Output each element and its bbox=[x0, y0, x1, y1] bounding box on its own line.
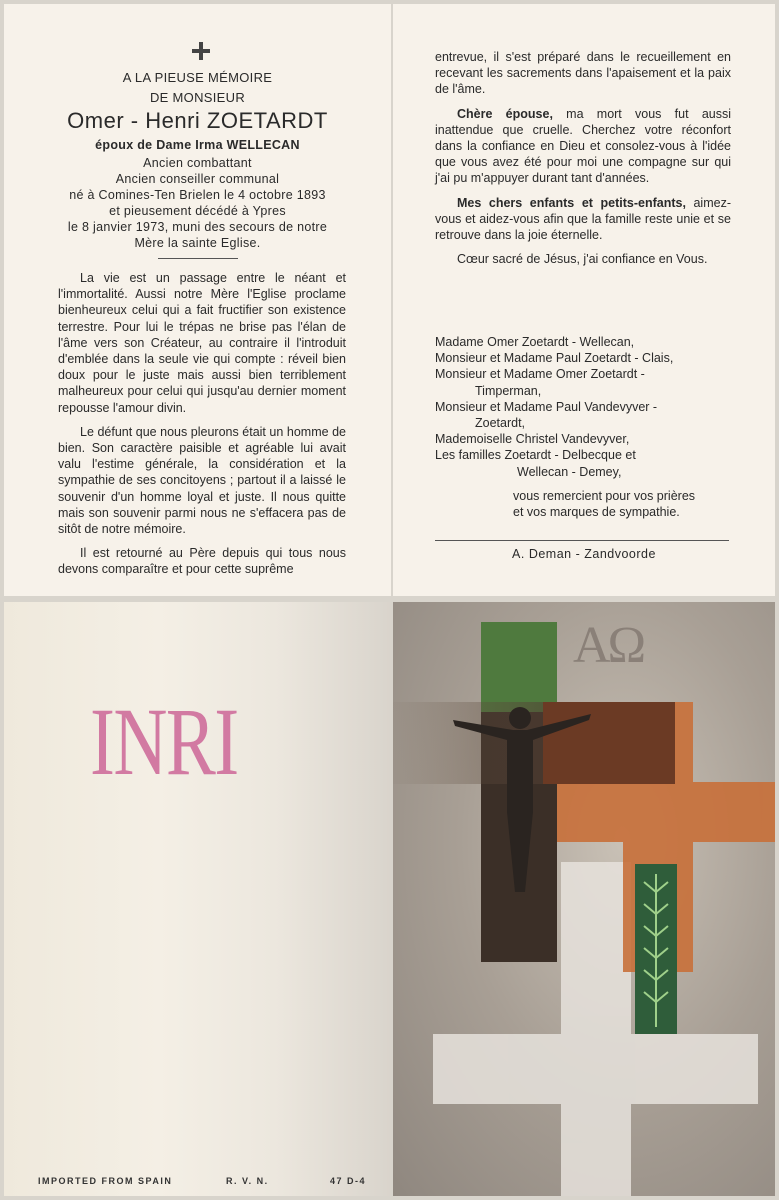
obituary-paragraph-3: Il est retourné au Père depuis qui tous nous devons comparaître et pour cette suprême bbox=[58, 546, 346, 577]
memorial-card-cover-right bbox=[393, 602, 775, 1196]
farewell-paragraph-3-lead: Mes chers enfants et petits-enfants, bbox=[457, 195, 686, 210]
farewell-paragraph-2 bbox=[435, 106, 731, 187]
divider bbox=[435, 540, 729, 541]
family-line: Madame Omer Zoetardt - Wellecan, bbox=[435, 335, 635, 349]
printer-credit: A. Deman - Zandvoorde bbox=[512, 547, 656, 561]
farewell-paragraph-3-body: aimez-vous et aidez-vous afin que la famille reste unie et se retrouve dans la joie éternelle. bbox=[435, 195, 731, 243]
family-line: Zoetardt, bbox=[475, 416, 526, 431]
family-line: Mademoiselle Christel Vandevyver, bbox=[435, 432, 630, 447]
birth-line-1: né à Comines-Ten Brielen le 4 octobre 1893 bbox=[69, 188, 326, 202]
memorial-card-cover-left bbox=[4, 602, 391, 1196]
birth-line-4: Mère la sainte Eglise. bbox=[134, 236, 261, 250]
memorial-subheading: DE MONSIEUR bbox=[149, 90, 246, 105]
farewell-prayer: Cœur sacré de Jésus, j'ai confiance en Vous. bbox=[457, 252, 708, 267]
birth-line-2: et pieusement décédé à Ypres bbox=[109, 204, 286, 218]
inri-inscription: INRI bbox=[90, 688, 238, 795]
obituary-paragraph-1: La vie est un passage entre le néant et l'immortalité. Aussi notre Mère l'Eglise proclame bienheureux celui qui a fait fructifier son existence terrestre. Pour lui le trépas ne brise pas l'élan de l'âme vers son Créateur, au contraire il l'introduit d'emblée dans la seule vie qui compte : réveil bien doux pour le juste mais aussi bien terriblement malheureux pour celui qui jusqu'au dernier moment repousse l'amour divin. bbox=[58, 271, 346, 415]
memorial-heading: A LA PIEUSE MÉMOIRE bbox=[122, 70, 273, 85]
family-list bbox=[435, 334, 673, 480]
catalog-number: 47 D-4 bbox=[330, 1176, 367, 1186]
farewell-text bbox=[435, 49, 731, 275]
obituary-paragraph-2: Le défunt que nous pleurons était un homme de bien. Son caractère paisible et agréable lui avait valu l'estime générale, la considération et la sympathie de ses concitoyens ; partout il a laissé le souvenir d'un homme loyal et juste. Il nous quitte mais son souvenir parmi nous ne s'effacera pas de sitôt de notre mémoire. bbox=[58, 424, 346, 537]
thanks-text bbox=[513, 488, 695, 520]
cross-icon bbox=[192, 42, 210, 60]
thanks-line-1: vous remercient pour vos prières bbox=[513, 489, 696, 503]
memorial-card-inner-left bbox=[4, 4, 391, 596]
thanks-line-2: et vos marques de sympathie. bbox=[513, 505, 680, 520]
family-line: Monsieur et Madame Paul Zoetardt - Clais, bbox=[435, 351, 674, 366]
divider bbox=[158, 258, 238, 259]
deceased-name: Omer - Henri ZOETARDT bbox=[67, 108, 328, 133]
family-line: Timperman, bbox=[475, 383, 542, 398]
family-line: Wellecan - Demey, bbox=[517, 464, 622, 479]
family-line: Les familles Zoetardt - Delbecque et bbox=[435, 448, 636, 463]
birth-line-3: le 8 janvier 1973, muni des secours de notre bbox=[67, 220, 328, 234]
family-line: Monsieur et Madame Paul Vandevyver - bbox=[435, 399, 658, 414]
crucifix-artwork bbox=[393, 602, 775, 1196]
import-label: IMPORTED FROM SPAIN bbox=[38, 1176, 173, 1186]
farewell-paragraph-1: entrevue, il s'est préparé dans le recueillement en recevant les sacrements dans l'apaisement et la paix de l'âme. bbox=[435, 50, 731, 97]
publisher-label: R. V. N. bbox=[226, 1176, 269, 1186]
spouse-line: époux de Dame Irma WELLECAN bbox=[95, 138, 300, 152]
farewell-paragraph-2-lead: Chère épouse, bbox=[457, 106, 553, 121]
title-line-1: Ancien combattant bbox=[143, 156, 252, 170]
obituary-text bbox=[58, 270, 346, 586]
farewell-paragraph-3 bbox=[435, 195, 731, 244]
alpha-omega-symbol: AΩ bbox=[573, 617, 644, 674]
memorial-card-inner-right bbox=[393, 4, 775, 596]
farewell-paragraph-2-body: ma mort vous fut aussi inattendue que cruelle. Cherchez votre réconfort dans la confiance en Dieu et consolez-vous à l'idée que vous avez été pour moi une compagne sur qui j'ai pu m'appuyer durant tant d'années. bbox=[435, 106, 732, 186]
title-line-2: Ancien conseiller communal bbox=[115, 172, 280, 186]
family-line: Monsieur et Madame Omer Zoetardt - bbox=[435, 367, 645, 382]
